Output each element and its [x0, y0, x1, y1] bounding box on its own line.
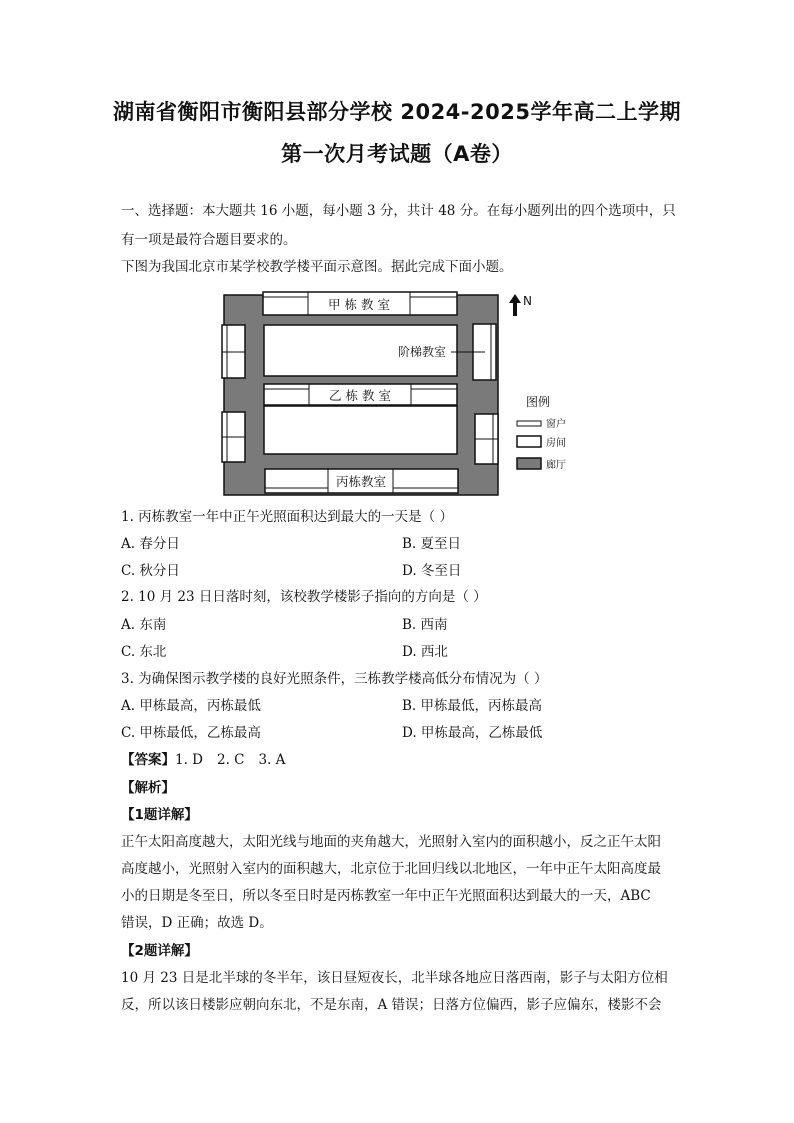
question-1-option-b: B. 夏至日 [402, 536, 462, 552]
question-2-option-a: A. 东南 [121, 617, 167, 633]
section-heading-line-1: 一、选择题：本大题共 16 小题，每小题 3 分，共计 48 分。在每小题列出的四个选项中，只 [121, 203, 676, 219]
question-3-option-c: C. 甲栋最低，乙栋最高 [121, 725, 261, 741]
answer-line [121, 750, 681, 770]
analysis-q1-label: 【1题详解】 [121, 807, 198, 823]
analysis-label: 【解析】 [121, 780, 175, 796]
intro-text: 下图为我国北京市某学校教学楼平面示意图。据此完成下面小题。 [121, 259, 513, 275]
question-3-option-d: D. 甲栋最高，乙栋最低 [402, 725, 543, 741]
yi-main-block [264, 406, 457, 454]
legend-hall-icon [517, 458, 541, 469]
building-bing-label: 丙栋教室 [335, 474, 387, 489]
question-2-option-d: D. 西北 [402, 644, 448, 660]
page-title-line-1: 湖南省衡阳市衡阳县部分学校 2024-2025学年高二上学期 [113, 100, 681, 124]
question-1-option-c: C. 秋分日 [121, 563, 180, 579]
answer-item-3: 3. A [258, 752, 286, 768]
analysis-q2-line-2: 反，所以该日楼影应朝向东北，不是东南，A 错误；日落方位偏西，影子应偏东，楼影不会 [121, 997, 662, 1013]
legend-room-label: 房间 [546, 438, 566, 449]
building-yi-label: 乙 栋 教 室 [329, 388, 391, 403]
analysis-q1-line-1: 正午太阳高度越大，太阳光线与地面的夹角越大，光照射入室内的面积越小，反之正午太阳 [121, 834, 661, 850]
question-2-option-b: B. 西南 [402, 617, 448, 633]
analysis-q1-line-2: 高度越小，光照射入室内的面积越大，北京位于北回归线以北地区，一年中正午太阳高度最 [121, 861, 661, 877]
legend-title: 图例 [526, 395, 551, 409]
building-jia-label: 甲 栋 教 室 [328, 297, 390, 312]
legend-window-icon [517, 421, 541, 426]
north-arrow-icon [509, 294, 521, 316]
legend-hall-label: 廊厅 [546, 460, 566, 471]
question-1-stem: 1. 丙栋教室一年中正午光照面积达到最大的一天是（ ） [121, 509, 453, 525]
floor-plan-figure [215, 288, 595, 500]
analysis-q1-line-4: 错误，D 正确；故选 D。 [121, 915, 273, 931]
question-1-option-d: D. 冬至日 [402, 563, 462, 579]
question-3-stem: 3. 为确保图示教学楼的良好光照条件，三栋教学楼高低分布情况为（ ） [121, 671, 548, 687]
question-2-stem: 2. 10 月 23 日日落时刻，该校教学楼影子指向的方向是（ ） [121, 589, 487, 605]
question-2-option-c: C. 东北 [121, 644, 167, 660]
question-1-option-a: A. 春分日 [121, 536, 180, 552]
section-heading-line-2: 有一项是最符合题目要求的。 [121, 232, 297, 248]
analysis-q2-line-1: 10 月 23 日是北半球的冬半年，该日昼短夜长，北半球各地应日落西南，影子与太阳方位相 [121, 970, 668, 986]
legend-room-icon [517, 436, 541, 447]
answer-label: 【答案】 [121, 752, 175, 768]
legend-window-label: 窗户 [546, 419, 566, 430]
question-3-option-b: B. 甲栋最低，丙栋最高 [402, 698, 543, 714]
answer-item-2: 2. C [217, 752, 245, 768]
question-3-option-a: A. 甲栋最高，丙栋最低 [121, 698, 261, 714]
lecture-hall-label: 阶梯教室 [398, 345, 447, 359]
page-title-line-2: 第一次月考试题（A卷） [281, 142, 513, 166]
analysis-q1-line-3: 小的日期是冬至日，所以冬至日时是丙栋教室一年中正午光照面积达到最大的一天，ABC [121, 888, 651, 904]
analysis-q2-label: 【2题详解】 [121, 943, 198, 959]
north-label: N [523, 294, 532, 308]
answer-item-1: 1. D [175, 752, 203, 768]
